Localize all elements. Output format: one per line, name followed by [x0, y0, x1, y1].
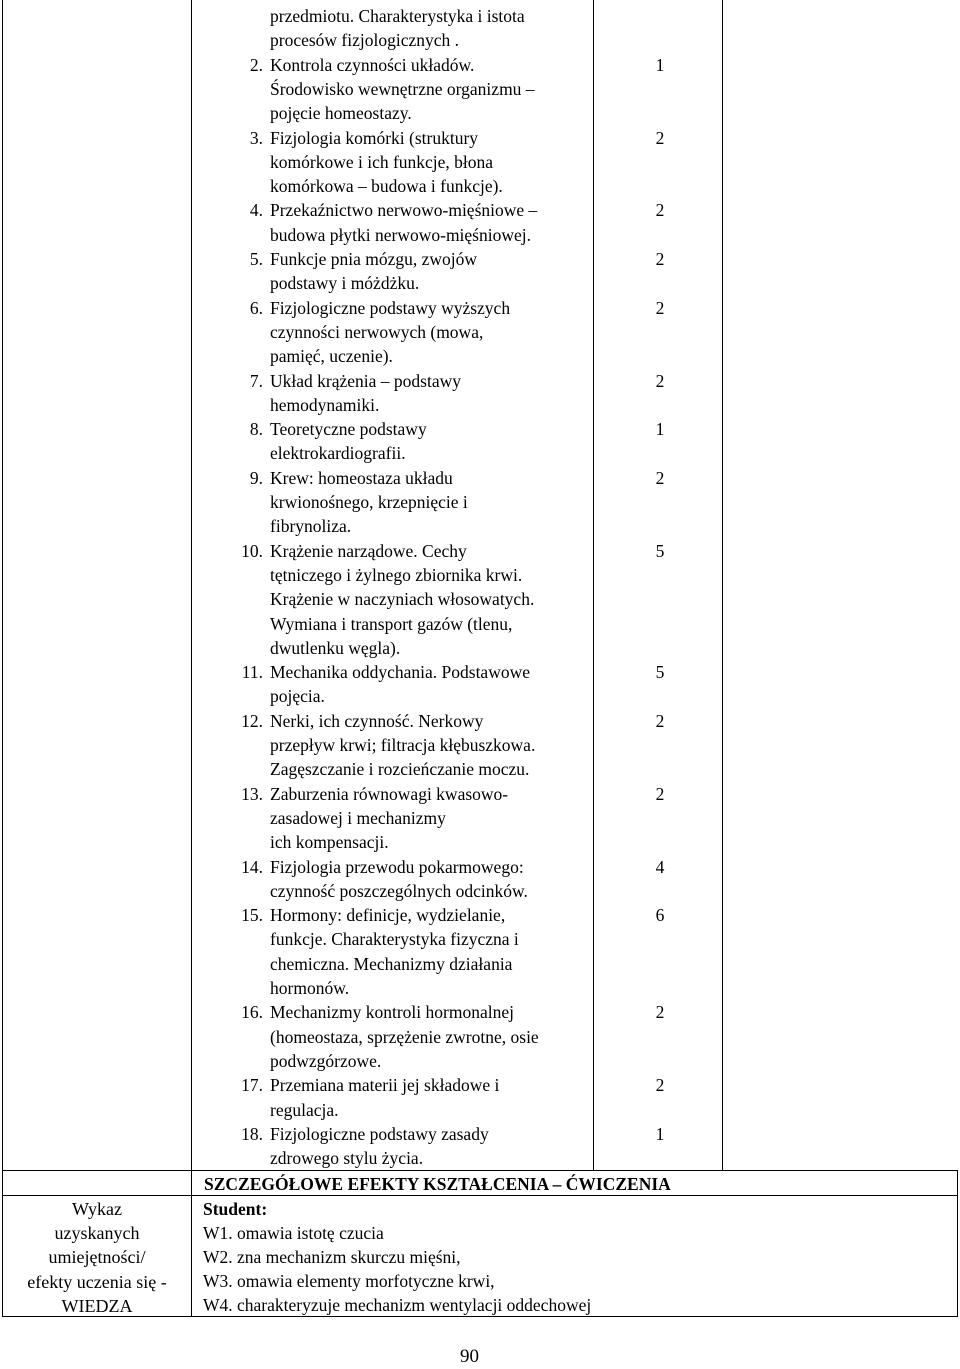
topic-text-line: komórkowa – budowa i funkcje).	[270, 176, 503, 197]
topic-text-line: komórkowe i ich funkcje, błona	[270, 151, 494, 172]
topic-text-line: ich kompensacji.	[270, 832, 389, 853]
topic-text-line: Funkcje pnia mózgu, zwojów	[270, 249, 478, 269]
topic-text-line: Kontrola czynności układów.	[270, 54, 475, 75]
topic-hours: 1	[655, 1123, 665, 1144]
topic-text-line: przepływ krwi; filtracja kłębuszkowa.	[270, 735, 536, 755]
topic-text-line: Fizjologia komórki (struktury	[270, 127, 479, 148]
outcome-item: W2. zna mechanizm skurczu mięśni,	[203, 1247, 461, 1267]
topic-text-line: Krążenie narządowe. Cechy	[270, 540, 467, 561]
topic-hours: 2	[655, 127, 665, 148]
topic-text-line: Zagęszczanie i rozcieńczanie moczu.	[270, 759, 530, 780]
topic-text-line: zasadowej i mechanizmy	[270, 807, 446, 828]
topic-hours: 2	[655, 467, 665, 488]
intro-line: przedmiotu. Charakterystyka i istota	[270, 6, 525, 26]
topic-number: 13.	[241, 783, 263, 804]
topic-text-line: Nerki, ich czynność. Nerkowy	[270, 710, 484, 731]
topic-text-line: Fizjologiczne podstawy zasady	[270, 1123, 489, 1144]
topic-text-line: funkcje. Charakterystyka fizyczna i	[270, 929, 519, 950]
table-border-right	[957, 1170, 958, 1316]
topic-number: 18.	[241, 1123, 263, 1144]
topic-text-line: tętniczego i żylnego zbiornika krwi.	[270, 564, 523, 585]
topic-text-line: Krążenie w naczyniach włosowatych.	[270, 589, 535, 610]
topic-text-line: podstawy i móżdżku.	[270, 273, 420, 294]
topic-text-line: budowa płytki nerwowo-mięśniowej.	[270, 224, 531, 245]
left-label-line: uzyskanych	[54, 1223, 140, 1244]
topic-hours: 6	[655, 905, 665, 926]
topic-hours: 2	[655, 1002, 665, 1023]
topic-text-line: pojęcia.	[270, 686, 325, 707]
student-label: Student:	[203, 1199, 268, 1219]
topic-text-line: (homeostaza, sprzężenie zwrotne, osie	[270, 1026, 539, 1047]
topic-number: 6.	[249, 297, 263, 318]
topic-number: 17.	[241, 1075, 263, 1096]
table-border-left	[2, 0, 3, 1316]
topic-number: 5.	[249, 249, 263, 269]
topic-hours: 5	[655, 540, 665, 561]
left-label-line: efekty uczenia się -	[27, 1271, 167, 1292]
topics-table-right-border	[593, 0, 594, 1170]
topic-text-line: fibrynoliza.	[270, 516, 352, 537]
topic-text-line: hormonów.	[270, 978, 350, 998]
table-row-divider	[2, 1170, 958, 1171]
topic-text-line: czynności nerwowych (mowa,	[270, 321, 484, 342]
topic-number: 15.	[241, 905, 263, 926]
topic-number: 10.	[241, 540, 263, 561]
topic-hours: 2	[655, 200, 665, 221]
topic-number: 4.	[249, 200, 263, 221]
topic-hours: 2	[655, 297, 665, 318]
intro-line: procesów fizjologicznych .	[270, 30, 460, 51]
topic-hours: 4	[655, 856, 665, 877]
section-header: SZCZEGÓŁOWE EFEKTY KSZTAŁCENIA – ĆWICZENIA	[204, 1174, 671, 1194]
topic-hours: 2	[655, 1075, 665, 1096]
topic-text-line: dwutlenku węgla).	[270, 637, 401, 658]
outcome-item: W3. omawia elementy morfotyczne krwi,	[203, 1271, 495, 1291]
topic-number: 2.	[249, 54, 263, 75]
topic-text-line: chemiczna. Mechanizmy działania	[270, 953, 513, 974]
topic-hours: 1	[655, 54, 665, 75]
topic-text-line: Przekaźnictwo nerwowo-mięśniowe –	[270, 200, 538, 221]
topic-text-line: zdrowego stylu życia.	[270, 1148, 424, 1169]
topic-text-line: czynność poszczególnych odcinków.	[270, 880, 528, 901]
page-number: 90	[460, 1346, 479, 1367]
topic-text-line: Fizjologiczne podstawy wyższych	[270, 297, 511, 318]
left-label	[3, 1197, 191, 1318]
topic-text-line: Hormony: definicje, wydzielanie,	[270, 905, 506, 926]
topic-text-line: podwzgórzowe.	[270, 1050, 382, 1071]
outcome-item: W1. omawia istotę czucia	[203, 1223, 384, 1243]
topic-text-line: elektrokardiografii.	[270, 443, 406, 464]
topic-text-line: Układ krążenia – podstawy	[270, 370, 461, 391]
topic-number: 12.	[241, 710, 263, 731]
topic-text-line: regulacja.	[270, 1099, 339, 1120]
left-label-line: umiejętności/	[48, 1247, 146, 1268]
topic-number: 14.	[241, 856, 263, 877]
left-label-line: WIEDZA	[61, 1295, 133, 1316]
topic-text-line: krwionośnego, krzepnięcie i	[270, 492, 468, 512]
table-column-divider	[191, 0, 192, 1316]
topic-text-line: hemodynamiki.	[270, 394, 380, 415]
topic-number: 16.	[241, 1002, 263, 1023]
topic-text-line: Teoretyczne podstawy	[270, 419, 427, 440]
topic-hours: 2	[655, 249, 665, 269]
topic-text-line: Mechanizmy kontroli hormonalnej	[270, 1002, 514, 1023]
topic-hours: 2	[655, 710, 665, 731]
hours-column-right-border	[722, 0, 723, 1170]
outcome-item: W4. charakteryzuje mechanizm wentylacji oddechowej	[203, 1295, 592, 1315]
left-label-line: Wykaz	[72, 1199, 122, 1219]
topic-hours: 5	[655, 662, 665, 683]
topic-hours: 2	[655, 783, 665, 804]
topic-text-line: Zaburzenia równowagi kwasowo-	[270, 783, 509, 804]
topic-text-line: pamięć, uczenie).	[270, 346, 393, 367]
topic-text-line: pojęcie homeostazy.	[270, 103, 412, 124]
topic-number: 8.	[249, 419, 263, 440]
topic-text-line: Fizjologia przewodu pokarmowego:	[270, 856, 524, 877]
topic-number: 11.	[241, 662, 263, 683]
topic-number: 9.	[249, 467, 263, 488]
topic-text-line: Przemiana materii jej składowe i	[270, 1075, 500, 1096]
topic-text-line: Środowisko wewnętrzne organizmu –	[270, 78, 535, 99]
topic-hours: 1	[655, 419, 665, 440]
topic-text-line: Wymiana i transport gazów (tlenu,	[270, 613, 513, 634]
topic-hours: 2	[655, 370, 665, 391]
topic-number: 7.	[249, 370, 263, 391]
topic-text-line: Krew: homeostaza układu	[270, 467, 453, 488]
topic-number: 3.	[249, 127, 263, 148]
topic-text-line: Mechanika oddychania. Podstawowe	[270, 662, 530, 683]
